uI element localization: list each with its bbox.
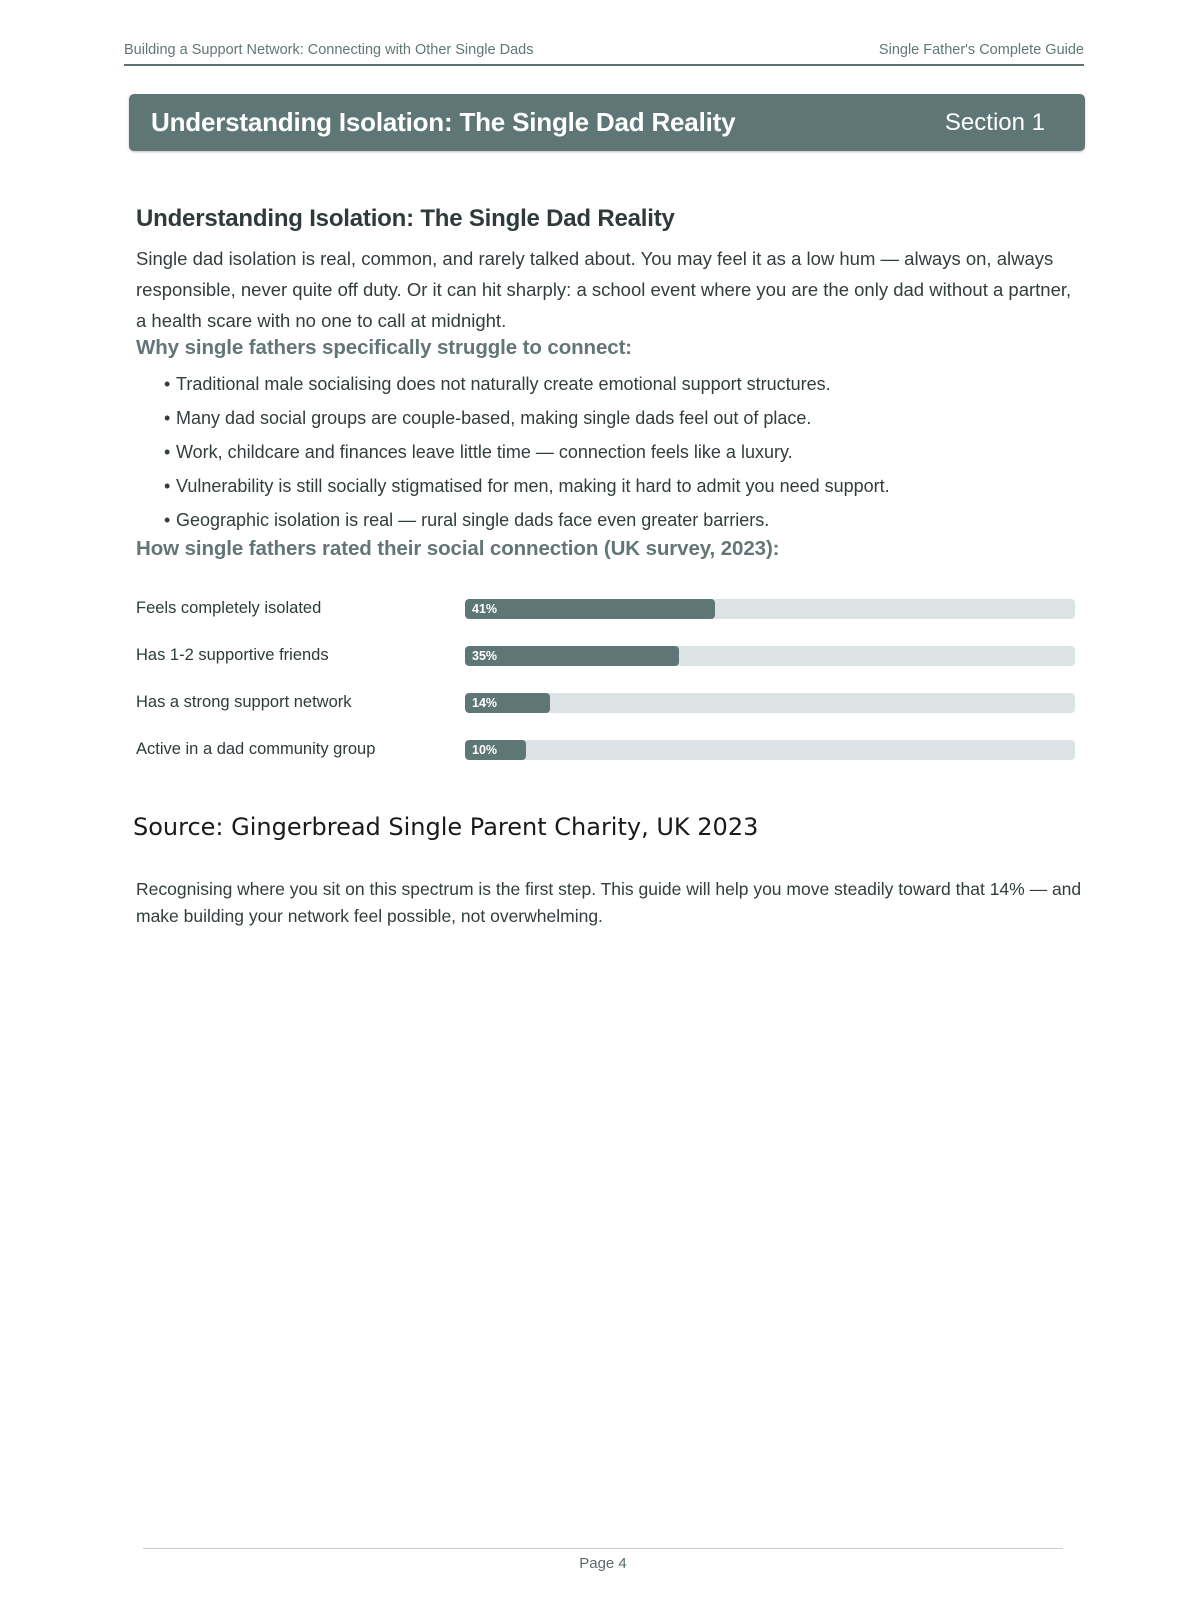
- bullet-icon: •: [164, 408, 171, 428]
- reason-item: [164, 435, 1086, 469]
- reason-text: Geographic isolation is real — rural single dads face even greater barriers.: [176, 510, 770, 530]
- bullet-icon: •: [164, 374, 171, 394]
- footer-divider: [143, 1548, 1063, 1549]
- reason-item: [164, 469, 1086, 503]
- section-heading: Understanding Isolation: The Single Dad Reality: [136, 205, 675, 232]
- reason-item: [164, 367, 1086, 401]
- reason-text: Traditional male socialising does not naturally create emotional support structures.: [176, 374, 831, 394]
- reason-item: [164, 503, 1086, 537]
- reason-text: Vulnerability is still socially stigmatised for men, making it hard to admit you need support.: [176, 476, 890, 496]
- section-banner: [129, 94, 1085, 151]
- bar-category-label: Active in a dad community group: [136, 740, 376, 758]
- reason-text: Work, childcare and finances leave little time — connection feels like a luxury.: [176, 442, 793, 462]
- bar-category-label: Feels completely isolated: [136, 599, 322, 617]
- bullet-icon: •: [164, 442, 171, 462]
- bar-value-label: 41%: [472, 601, 498, 616]
- bar-category-label: Has 1-2 supportive friends: [136, 646, 329, 664]
- reason-item: [164, 401, 1086, 435]
- bar-fill: [465, 599, 715, 619]
- bar-row: [136, 679, 1086, 726]
- banner-section-label: Section 1: [944, 108, 1045, 136]
- running-header-left: Building a Support Network: Connecting with Other Single Dads: [124, 42, 534, 58]
- bar-track: [465, 693, 1075, 713]
- bar-value-label: 35%: [472, 648, 498, 663]
- running-header: [124, 42, 1084, 66]
- bar-value-label: 10%: [472, 742, 498, 757]
- bullet-icon: •: [164, 510, 171, 530]
- bar-value-label: 14%: [472, 695, 498, 710]
- bar-track: [465, 646, 1075, 666]
- connection-bar-chart: [136, 585, 1086, 773]
- bar-row: [136, 632, 1086, 679]
- reasons-list: [164, 367, 1086, 537]
- source-citation: Source: Gingerbread Single Parent Charity, UK 2023: [133, 813, 759, 841]
- banner-title: Understanding Isolation: The Single Dad Reality: [151, 107, 736, 137]
- bar-track: [465, 740, 1075, 760]
- running-header-right: Single Father's Complete Guide: [878, 42, 1084, 58]
- survey-heading: How single fathers rated their social connection (UK survey, 2023):: [136, 537, 780, 560]
- main-content: [133, 205, 1086, 930]
- intro-paragraph: Single dad isolation is real, common, and rarely talked about. You may feel it as a low hum — always on, always responsible, never quite off duty. Or it can hit sharply: a school event where you are the only dad without a partner, a health scare with no one to call at midnight.: [136, 248, 1072, 331]
- bar-row: [136, 726, 1086, 773]
- bar-row: [136, 585, 1086, 632]
- page-number: Page 4: [579, 1555, 627, 1572]
- reason-text: Many dad social groups are couple-based, making single dads feel out of place.: [176, 408, 812, 428]
- bar-category-label: Has a strong support network: [136, 693, 352, 711]
- why-heading: Why single fathers specifically struggle to connect:: [136, 336, 633, 359]
- bullet-icon: •: [164, 476, 171, 496]
- closing-paragraph: Recognising where you sit on this spectrum is the first step. This guide will help you move steadily toward that 14% — and make building your network feel possible, not overwhelming.: [136, 879, 1082, 926]
- bar-track: [465, 599, 1075, 619]
